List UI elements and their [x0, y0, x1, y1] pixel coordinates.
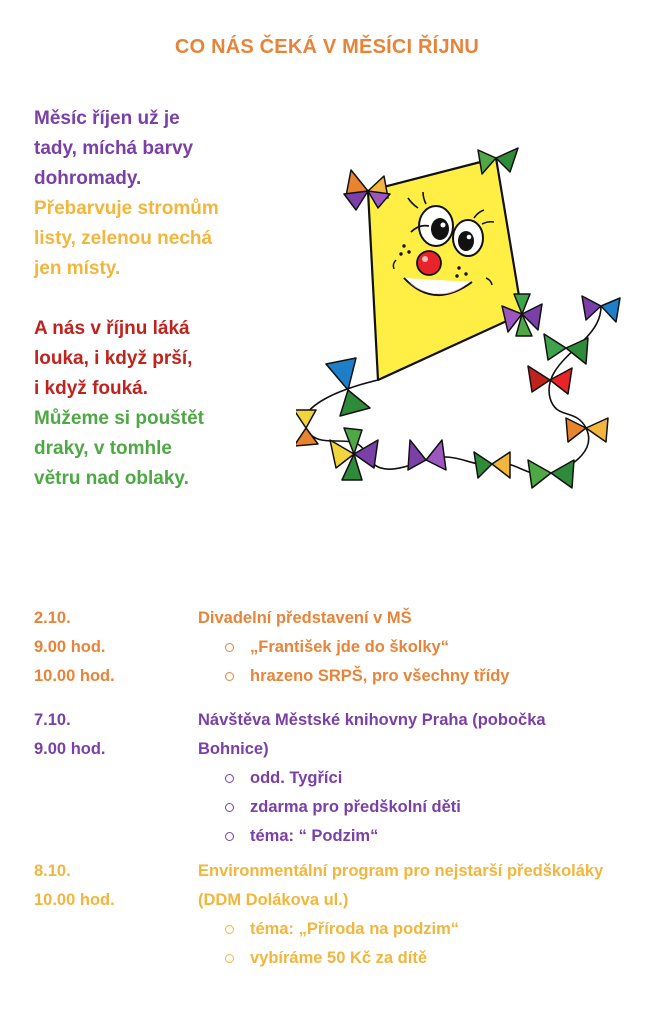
poem-line: listy, zelenou nechá — [34, 228, 213, 249]
event-bullet: odd. Tygříci — [198, 764, 618, 793]
event-bullet: vybíráme 50 Kč za dítě — [198, 944, 618, 973]
event-bullet: hrazeno SRPŠ, pro všechny třídy — [198, 662, 618, 691]
page-title: CO NÁS ČEKÁ V MĚSÍCI ŘÍJNU — [174, 36, 480, 58]
event-bullet: „František jde do školky“ — [198, 633, 618, 662]
event-time: 10.00 hod. — [34, 891, 115, 909]
event-time: 9.00 hod. — [34, 740, 106, 758]
kite-body — [368, 158, 522, 380]
poem-line: větru nad oblaky. — [34, 468, 189, 489]
event-time: 9.00 hod. — [34, 638, 106, 656]
event-title: Divadelní představení v MŠ — [198, 609, 412, 627]
event-dates — [34, 706, 194, 764]
kite-illustration — [296, 128, 626, 518]
event-time: 10.00 hod. — [34, 667, 115, 685]
event-body — [198, 857, 618, 973]
event-bullet: zdarma pro předškolní děti — [198, 793, 618, 822]
event-body — [198, 604, 618, 691]
poem-line: Můžeme si pouštět — [34, 408, 204, 429]
poem-line: Přebarvuje stromům — [34, 198, 219, 219]
poem-line: i když fouká. — [34, 378, 149, 399]
poem-line: tady, míchá barvy — [34, 138, 194, 159]
poem-line: louka, i když prší, — [34, 348, 193, 369]
event-dates — [34, 604, 194, 691]
poem-line: jen místy. — [34, 258, 121, 279]
event-date: 8.10. — [34, 862, 71, 880]
stanza-gap — [34, 284, 294, 314]
event-title: Návštěva Městské knihovny Praha (pobočka Bohnice) — [198, 711, 546, 758]
event-dates — [34, 857, 194, 915]
event-bullet: téma: „Příroda na podzim“ — [198, 915, 618, 944]
event-bullet: téma: “ Podzim“ — [198, 822, 618, 851]
event-body — [198, 706, 618, 851]
poem — [34, 104, 294, 494]
poem-line: draky, v tomhle — [34, 438, 172, 459]
event-date: 2.10. — [34, 609, 71, 627]
poem-line: Měsíc říjen už je — [34, 108, 180, 129]
poem-line: dohromady. — [34, 168, 142, 189]
poem-line: A nás v říjnu láká — [34, 318, 190, 339]
event-title: Environmentální program pro nejstarší předškoláky (DDM Dolákova ul.) — [198, 862, 604, 909]
event-date: 7.10. — [34, 711, 71, 729]
